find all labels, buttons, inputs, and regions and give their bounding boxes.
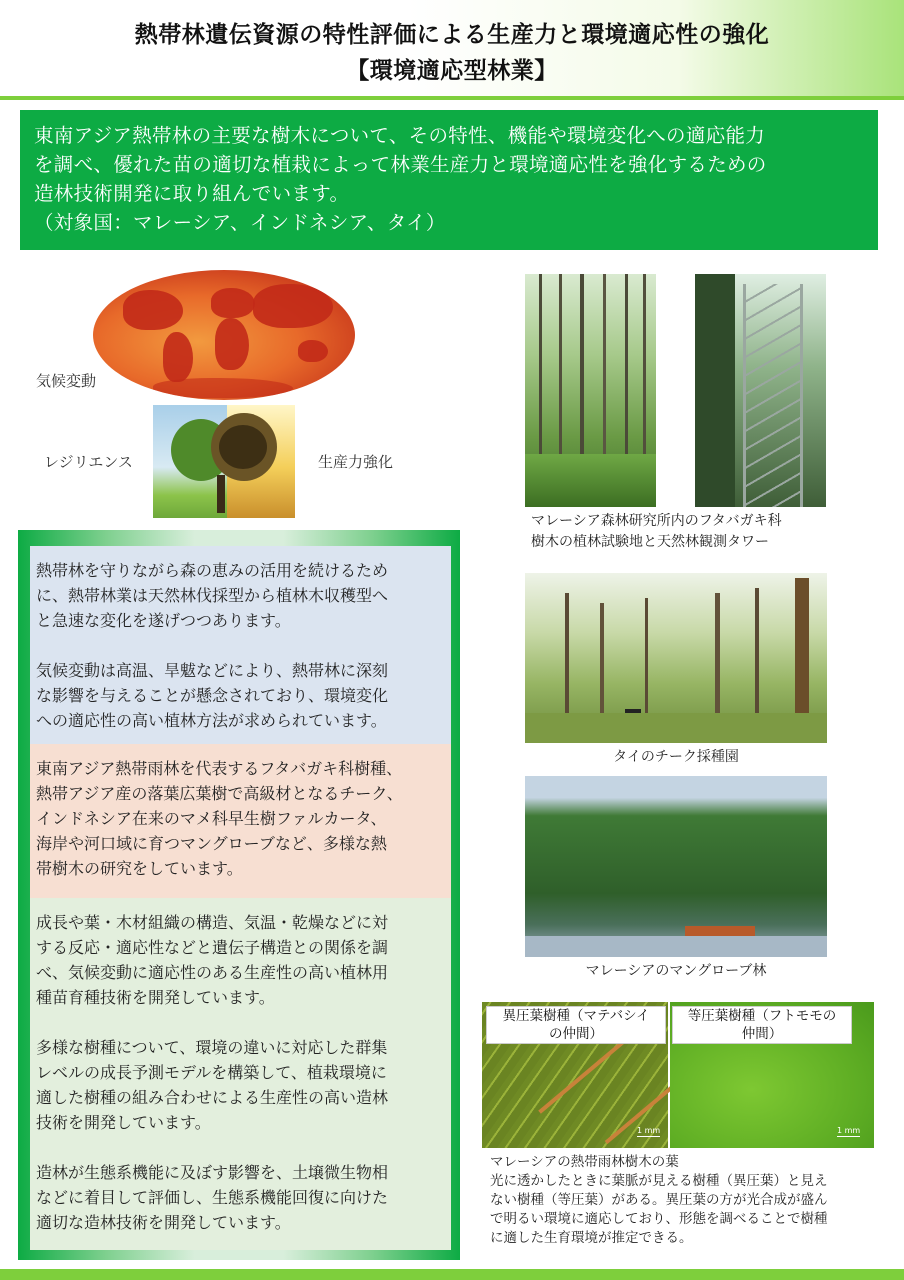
climate-map-image bbox=[93, 270, 355, 400]
intro-line: （対象国：マレーシア、インドネシア、タイ） bbox=[34, 211, 446, 234]
leaf-comparison-image bbox=[482, 1002, 874, 1148]
scale-bar-left: 1 mm bbox=[637, 1126, 661, 1135]
section-target-species: 東南アジア熱帯雨林を代表するフタバガキ科樹種、 熱帯アジア産の落葉広葉樹で高級材となるチーク、 インドネシア在来のマメ科早生樹ファルカータ、 海岸や河口域に育つマングローブなど、多様な熱 帯樹木の研究をしています。 bbox=[30, 744, 451, 898]
header-divider bbox=[0, 96, 904, 100]
leaf-caption: マレーシアの熱帯雨林樹木の葉 光に透かしたときに葉脈が見える樹種（異圧葉）と見え ない樹種（等圧葉）がある。異圧葉の方が光合成が盛ん で明るい環境に適応しており、形態を調べることで樹種 に適した生育環境が推定できる。 bbox=[490, 1154, 828, 1246]
heterobaric-label: 異圧葉樹種（マテバシイ の仲間） bbox=[486, 1006, 666, 1044]
mangrove-photo-caption: マレーシアのマングローブ林 bbox=[585, 963, 767, 979]
section-background: 熱帯林を守りながら森の恵みの活用を続けるため に、熱帯林業は天然林伐採型から植林木収穫型へ と急速な変化を遂げつつあります。 気候変動は高温、旱魃などにより、熱帯林に深刻 な影響を与えることが懸念されており、環境変化 への適応性の高い植林方法が求められています。 bbox=[30, 546, 451, 744]
section-research-activities: 成長や葉・木材組織の構造、気温・乾燥などに対 する反応・適応性などと遺伝子構造との関係を調 べ、気候変動に適応性のある生産性の高い植林用 種苗育種技術を開発しています。 多様な樹種について、環境の違いに対応した群集 レベルの成長予測モデルを構築して、植栽環境に 適した樹種の組み合わせによる生産性の高い造林 技術を開発しています。 造林が生態系機能に及ぼす影響を、土壌微生物相 などに着目して評価し、生態系機能回復に向けた 適切な造林技術を開発しています。 bbox=[30, 898, 451, 1250]
intro-line: 造林技術開発に取り組んでいます。 bbox=[34, 182, 350, 205]
malaysia-photo-caption: マレーシア森林研究所内のフタバガキ科 樹木の植林試験地と天然林観測タワー bbox=[531, 513, 782, 550]
intro-line: 東南アジア熱帯林の主要な樹木について、その特性、機能や環境変化への適応能力 bbox=[34, 124, 766, 147]
homobaric-label: 等圧葉樹種（フトモモの 仲間） bbox=[672, 1006, 852, 1044]
teak-orchard-photo bbox=[525, 573, 827, 743]
page-subtitle: 【環境適応型林業】 bbox=[346, 58, 558, 84]
teak-photo-caption: タイのチーク採種園 bbox=[613, 749, 739, 765]
mangrove-photo bbox=[525, 776, 827, 957]
observation-tower-photo bbox=[695, 274, 826, 507]
intro-line: を調べ、優れた苗の適切な植栽によって林業生産力と環境適応性を強化するための bbox=[34, 153, 767, 176]
scale-bar-right: 1 mm bbox=[837, 1126, 861, 1135]
intro-box bbox=[20, 110, 878, 250]
header-banner bbox=[0, 0, 904, 100]
plantation-photo bbox=[525, 274, 656, 507]
climate-change-label: 気候変動 bbox=[36, 372, 97, 390]
footer-bar bbox=[0, 1269, 904, 1280]
resilience-label: レジリエンス bbox=[44, 453, 133, 471]
page-title: 熱帯林遺伝資源の特性評価による生産力と環境適応性の強化 bbox=[134, 22, 770, 48]
tree-resilience-image bbox=[153, 405, 295, 518]
productivity-label: 生産力強化 bbox=[318, 453, 394, 471]
